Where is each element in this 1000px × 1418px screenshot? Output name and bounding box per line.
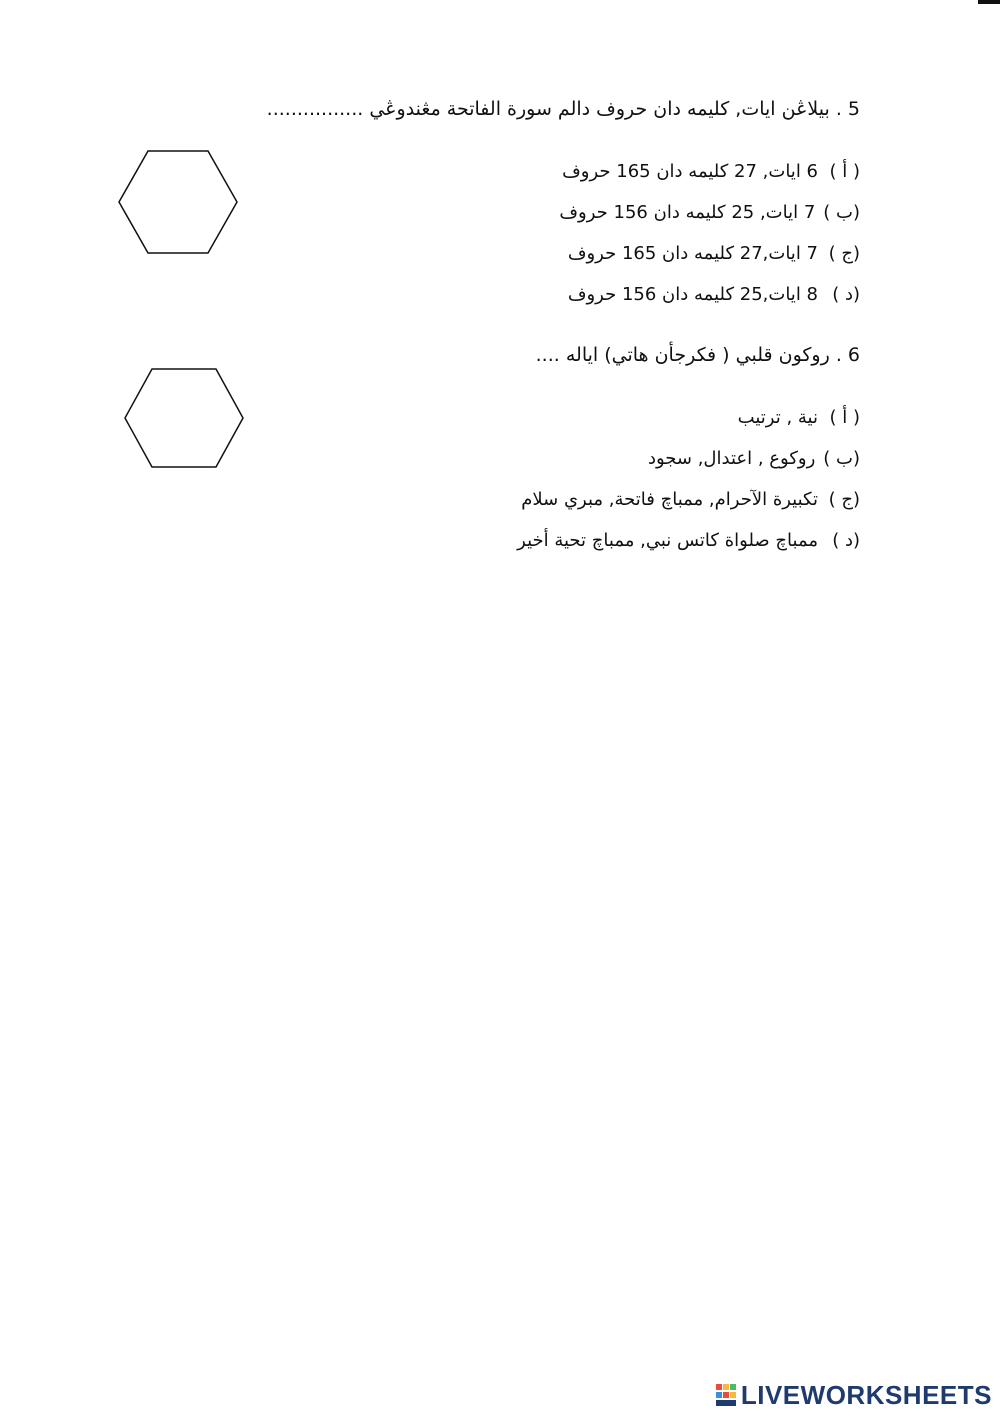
q5-option-c-letter: (ج )	[828, 243, 860, 264]
liveworksheets-brand: LIVEWORKSHEETS	[740, 1379, 992, 1410]
q6-option-c-text: تكبيرة الآحرام, ممباچ فاتحة, مبري سلام	[521, 489, 818, 510]
question-6-options	[517, 405, 860, 569]
q5-option-c	[559, 241, 860, 282]
q5-option-d-text: 8 ايات,25 كليمه دان 156 حروف	[567, 284, 818, 305]
q5-option-a-text: 6 ايات, 27 كليمه دان 165 حروف	[562, 161, 818, 182]
q6-answer-hexagon[interactable]	[124, 368, 244, 468]
q5-option-b-text: 7 ايات, 25 كليمه دان 156 حروف	[559, 202, 816, 223]
footer-logo	[715, 1380, 992, 1410]
q6-option-b-letter: (ب )	[823, 448, 860, 469]
corner-mark	[978, 0, 1000, 4]
q6-option-d	[517, 528, 860, 569]
question-5-options	[559, 159, 860, 323]
q6-option-c	[517, 487, 860, 528]
q5-option-a	[559, 159, 860, 200]
q6-option-d-letter: (د )	[832, 530, 860, 551]
q6-option-b-text: روكوع , اعتدال, سجود	[647, 448, 816, 469]
q5-option-b	[559, 200, 860, 241]
liveworksheets-logo-icon	[715, 1382, 737, 1408]
question-6-text: 6 . روكون قلبي ( فكرجأن هاتي) اياله ....	[535, 344, 860, 366]
q5-option-b-letter: (ب )	[823, 202, 860, 223]
q5-option-c-text: 7 ايات,27 كليمه دان 165 حروف	[567, 243, 818, 264]
q6-option-b	[517, 446, 860, 487]
q5-option-d	[559, 282, 860, 323]
q5-option-a-letter: ( أ )	[829, 161, 860, 182]
q5-option-d-letter: (د )	[832, 284, 860, 305]
q6-option-a	[517, 405, 860, 446]
q5-answer-hexagon[interactable]	[118, 150, 238, 254]
q6-option-a-letter: ( أ )	[829, 407, 860, 428]
q6-option-d-text: ممباچ صلواة كاتس نبي, ممباچ تحية أخير	[517, 530, 818, 551]
q6-option-a-text: نية , ترتيب	[737, 407, 818, 428]
question-5-text: 5 . بيلاڠن ايات, كليمه دان حروف دالم سورة الفاتحة مڠندوڠي ................	[266, 98, 860, 120]
q6-option-c-letter: (ج )	[828, 489, 860, 510]
